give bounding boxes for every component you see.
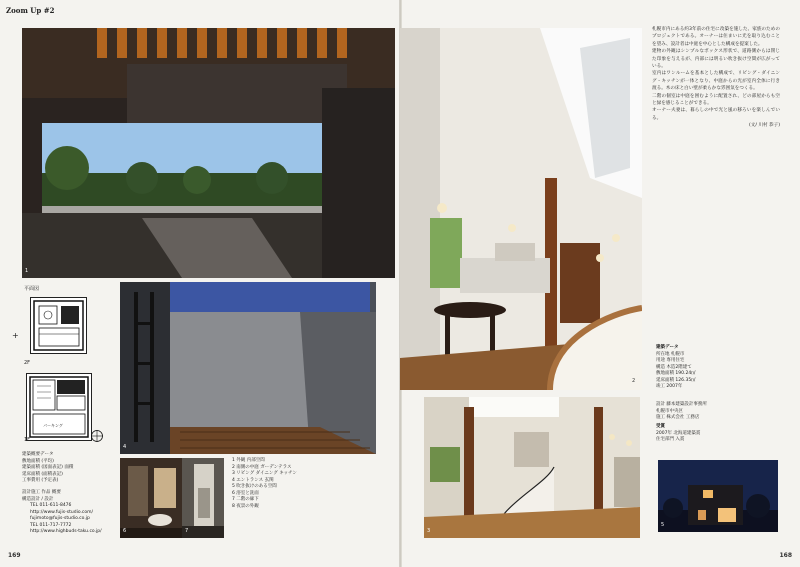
photo-bathroom xyxy=(120,458,182,538)
credit-line: 構造設計 / 設計 xyxy=(22,496,54,502)
plus-icon: + xyxy=(12,331,19,340)
photo-stair-void xyxy=(424,397,640,538)
corridor-image xyxy=(182,458,224,538)
building-data-block xyxy=(22,452,117,485)
credit-line: TEL 011-611-8476 xyxy=(30,503,72,508)
awards-title: 受賞 xyxy=(656,424,665,429)
credit-line: 設計施工 作品 概要 xyxy=(22,490,61,495)
photo-courtyard-pergola xyxy=(22,28,395,278)
page-number-right: 168 xyxy=(779,552,792,559)
living-dining-image xyxy=(400,28,642,390)
award-line: 2007年 北海道建築賞 xyxy=(656,430,701,436)
data-line: 工事費用 (予定表) xyxy=(22,478,59,483)
photo-corridor xyxy=(182,458,224,538)
concrete-courtyard-image xyxy=(120,282,376,454)
photo-number: 2 xyxy=(632,378,636,384)
body-paragraph: オーナー夫妻は、暮らしの中で光と風の移ろいを楽しんでいる。 xyxy=(652,108,780,121)
body-paragraph: 室内はワンルームを基本とした構成で、リビング・ダイニング・キッチンが一体となり、中庭からの光が室内全体に行き渡る。木の床と白い壁が柔らかな雰囲気をつくる。 xyxy=(652,71,780,92)
photo-number: 7 xyxy=(185,528,189,534)
data-line: 建築概要データ xyxy=(22,452,54,457)
specs-title: 建築データ xyxy=(656,345,679,350)
night-exterior-image xyxy=(658,460,778,532)
caption: 3 リビング ダイニング キッチン xyxy=(232,471,297,476)
caption: 6 浴室と洗面 xyxy=(232,490,259,496)
body-paragraph: 二階の個室は中庭を囲むように配置され、どの部屋からも空と緑を感じることができる。 xyxy=(652,93,780,107)
award-line: 住宅部門 入賞 xyxy=(656,437,685,442)
article-signature: (文/ 川村 恭子) xyxy=(748,123,780,129)
body-paragraph: 建物の外観はシンプルなボックス形状で、道路側からは閉じた印象を与えるが、内部には明るい吹き抜け空間が広がっている。 xyxy=(652,49,780,70)
page-header: Zoom Up #2 xyxy=(6,6,55,15)
awards-block xyxy=(656,424,781,444)
bathroom-image xyxy=(120,458,182,538)
floor-plan-1f xyxy=(26,373,92,441)
floor-label-2f: 2F xyxy=(24,360,31,366)
caption: 2 南側の中庭 ガーデンテラス xyxy=(232,464,292,470)
photo-number: 4 xyxy=(123,444,127,450)
spec-line: 構造 木造2階建て xyxy=(656,364,692,370)
stair-void-image xyxy=(424,397,640,538)
floor-label-1f: 1F xyxy=(24,437,31,443)
data-line: 建築面積 (図面表記) 面積 xyxy=(22,465,74,470)
designer-line: 設計 藤本建築設計事務所 xyxy=(656,402,707,407)
caption: 1 外観 内部空間 xyxy=(232,458,265,463)
credit-link[interactable]: http://www.fujis-studio.com/ xyxy=(30,509,94,515)
data-line: 敷地面積 (平均) xyxy=(22,458,54,464)
caption: 4 エントランス 玄関 xyxy=(232,477,274,483)
spec-line: 延床面積 126.35㎡ xyxy=(656,377,696,383)
spec-line: 竣工 2007年 xyxy=(656,384,683,389)
caption: 8 夜景の外観 xyxy=(232,503,259,509)
body-paragraph: 札幌市内にある約3年前の住宅に改築を施した、家族のためのプロジェクトである。オーナーは住まいに光を取り込むことを望み、設計者は中庭を中心とした構成を提案した。 xyxy=(652,27,780,47)
designer-line: 札幌市中央区 xyxy=(656,408,683,414)
page-number-left: 169 xyxy=(8,552,21,559)
credit-link[interactable]: http://www.highbuds-taku.co.jp/ xyxy=(30,529,102,534)
credit-line: TEL 011-717-7772 xyxy=(30,522,72,528)
photo-number: 1 xyxy=(25,268,29,274)
photo-concrete-courtyard xyxy=(120,282,376,454)
spec-line: 敷地面積 190.24㎡ xyxy=(656,371,696,376)
photo-number: 3 xyxy=(427,528,431,534)
credits-block xyxy=(22,490,117,536)
floor-plan-label: 平面図 xyxy=(24,286,40,292)
caption: 7 二階の廊下 xyxy=(232,497,259,502)
photo-captions xyxy=(232,458,382,510)
designer-line: 施工 株式会社 工務店 xyxy=(656,415,700,420)
compass-icon xyxy=(90,428,104,442)
floor-plan-2f xyxy=(30,297,87,354)
spec-line: 用途 専用住宅 xyxy=(656,358,685,363)
caption: 5 吹き抜けのある空間 xyxy=(232,484,277,489)
article-body xyxy=(652,26,780,130)
designer-block xyxy=(656,402,781,422)
credit-link[interactable]: fujimoto@fujis-studio.co.jp xyxy=(30,516,90,521)
photo-number: 5 xyxy=(661,522,665,528)
photo-number: 6 xyxy=(123,528,127,534)
parking-label: パーキング xyxy=(43,423,63,428)
photo-living-dining xyxy=(400,28,642,390)
photo-night-exterior xyxy=(658,460,778,532)
data-line: 延床面積 (面積表記) xyxy=(22,471,63,477)
specs-block xyxy=(656,345,781,391)
spec-line: 所在地 札幌市 xyxy=(656,351,685,357)
courtyard-pergola-image xyxy=(22,28,395,278)
